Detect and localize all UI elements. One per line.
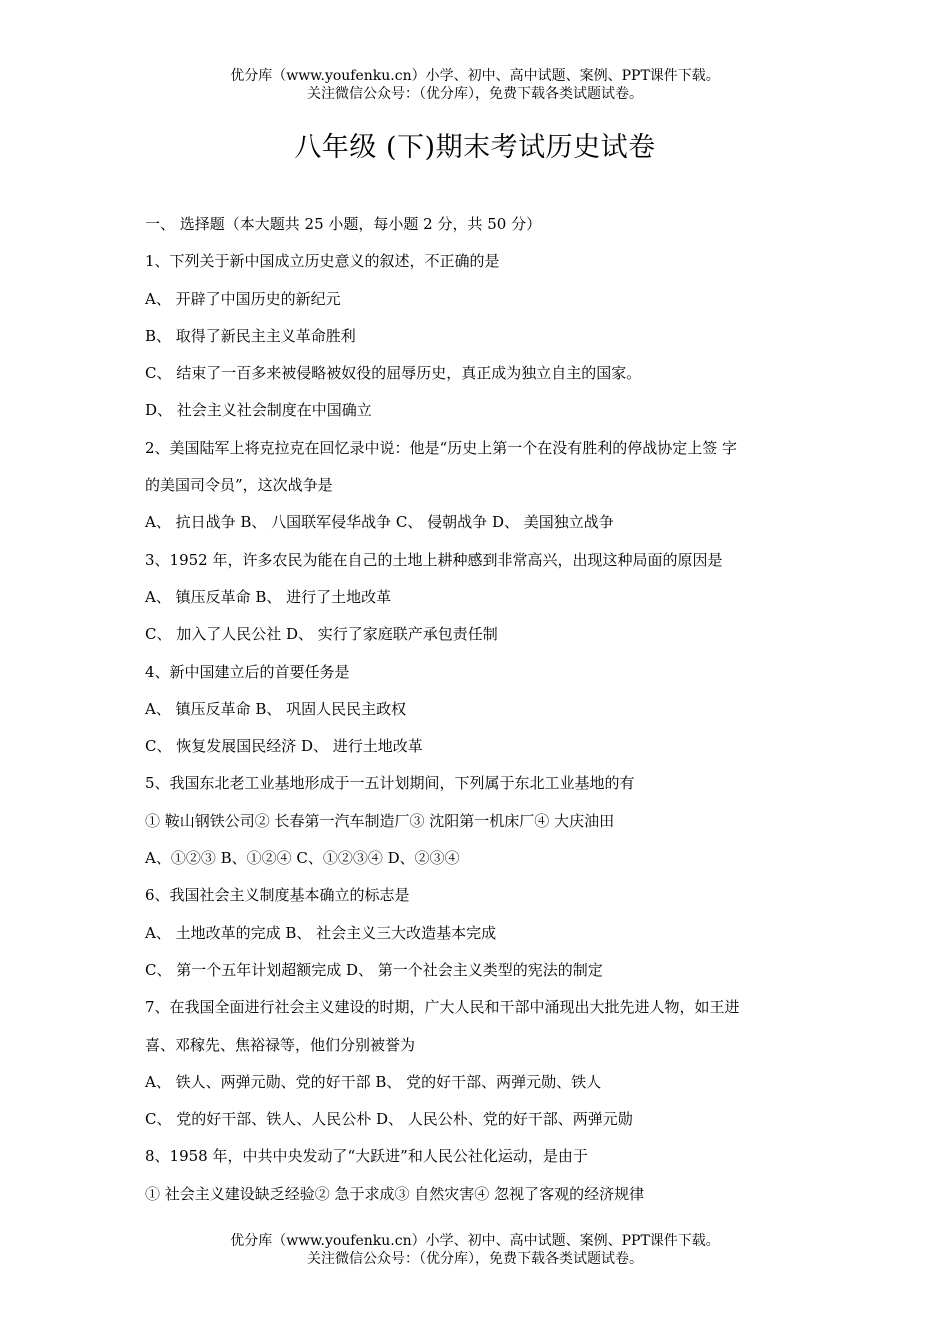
question-6-options-cd: C、 第一个五年计划超额完成 D、 第一个社会主义类型的宪法的制定	[145, 960, 603, 979]
exam-body	[145, 206, 815, 1213]
page-title: 八年级 (下)期末考试历史试卷	[294, 132, 656, 163]
question-1-option-c: C、 结束了一百多来被侵略被奴役的屈辱历史，真正成为独立自主的国家。	[145, 364, 642, 383]
question-5: 5、我国东北老工业基地形成于一五计划期间，下列属于东北工业基地的有	[145, 774, 635, 793]
question-6-options-ab: A、 土地改革的完成 B、 社会主义三大改造基本完成	[145, 923, 497, 942]
header-line-1: 优分库（www.youfenku.cn）小学、初中、高中试题、案例、PPT课件下载。	[230, 68, 720, 84]
question-5-items: ① 鞍山钢铁公司② 长春第一汽车制造厂③ 沈阳第一机床厂④ 大庆油田	[145, 811, 615, 830]
question-5-options: A、①②③ B、①②④ C、①②③④ D、②③④	[145, 849, 460, 868]
footer-line-2: 关注微信公众号：（优分库），免费下载各类试题试卷。	[307, 1251, 643, 1267]
question-4-options-ab: A、 镇压反革命 B、 巩固人民民主政权	[145, 699, 407, 718]
footer-line-1: 优分库（www.youfenku.cn）小学、初中、高中试题、案例、PPT课件下载。	[230, 1233, 720, 1249]
question-3-options-cd: C、 加入了人民公社 D、 实行了家庭联产承包责任制	[145, 625, 498, 644]
question-3-options-ab: A、 镇压反革命 B、 进行了土地改革	[145, 587, 392, 606]
question-4-options-cd: C、 恢复发展国民经济 D、 进行土地改革	[145, 737, 423, 756]
question-8-items: ① 社会主义建设缺乏经验② 急于求成③ 自然灾害④ 忽视了客观的经济规律	[145, 1184, 645, 1203]
question-2-options: A、 抗日战争 B、 八国联军侵华战争 C、 侵朝战争 D、 美国独立战争	[145, 513, 614, 532]
question-1-option-b: B、 取得了新民主主义革命胜利	[145, 326, 356, 345]
question-7-options-ab: A、 铁人、两弹元勋、党的好干部 B、 党的好干部、两弹元勋、铁人	[145, 1072, 602, 1091]
question-1: 1、下列关于新中国成立历史意义的叙述，不正确的是	[145, 252, 500, 271]
header-line-2: 关注微信公众号：（优分库），免费下载各类试题试卷。	[307, 86, 643, 102]
question-7-options-cd: C、 党的好干部、铁人、人民公朴 D、 人民公朴、党的好干部、两弹元勋	[145, 1110, 633, 1129]
question-1-option-d: D、 社会主义社会制度在中国确立	[145, 401, 372, 420]
question-2-continued: 的美国司令员”，这次战争是	[145, 476, 333, 495]
question-8: 8、1958 年，中共中央发动了“大跃进”和人民公社化运动，是由于	[145, 1147, 588, 1166]
question-4: 4、新中国建立后的首要任务是	[145, 662, 350, 681]
question-7: 7、在我国全面进行社会主义建设的时期，广大人民和干部中涌现出大批先进人物，如王进	[145, 998, 740, 1017]
question-6: 6、我国社会主义制度基本确立的标志是	[145, 886, 410, 905]
question-2: 2、美国陆军上将克拉克在回忆录中说：他是“历史上第一个在没有胜利的停战协定上签 字	[145, 438, 737, 457]
question-7-continued: 喜、邓稼先、焦裕禄等，他们分别被誉为	[145, 1035, 416, 1054]
question-1-option-a: A、 开辟了中国历史的新纪元	[145, 289, 341, 308]
question-3: 3、1952 年，许多农民为能在自己的土地上耕种感到非常高兴，出现这种局面的原因是	[145, 550, 723, 569]
section-heading: 一、 选择题（本大题共 25 小题，每小题 2 分，共 50 分）	[145, 215, 542, 233]
